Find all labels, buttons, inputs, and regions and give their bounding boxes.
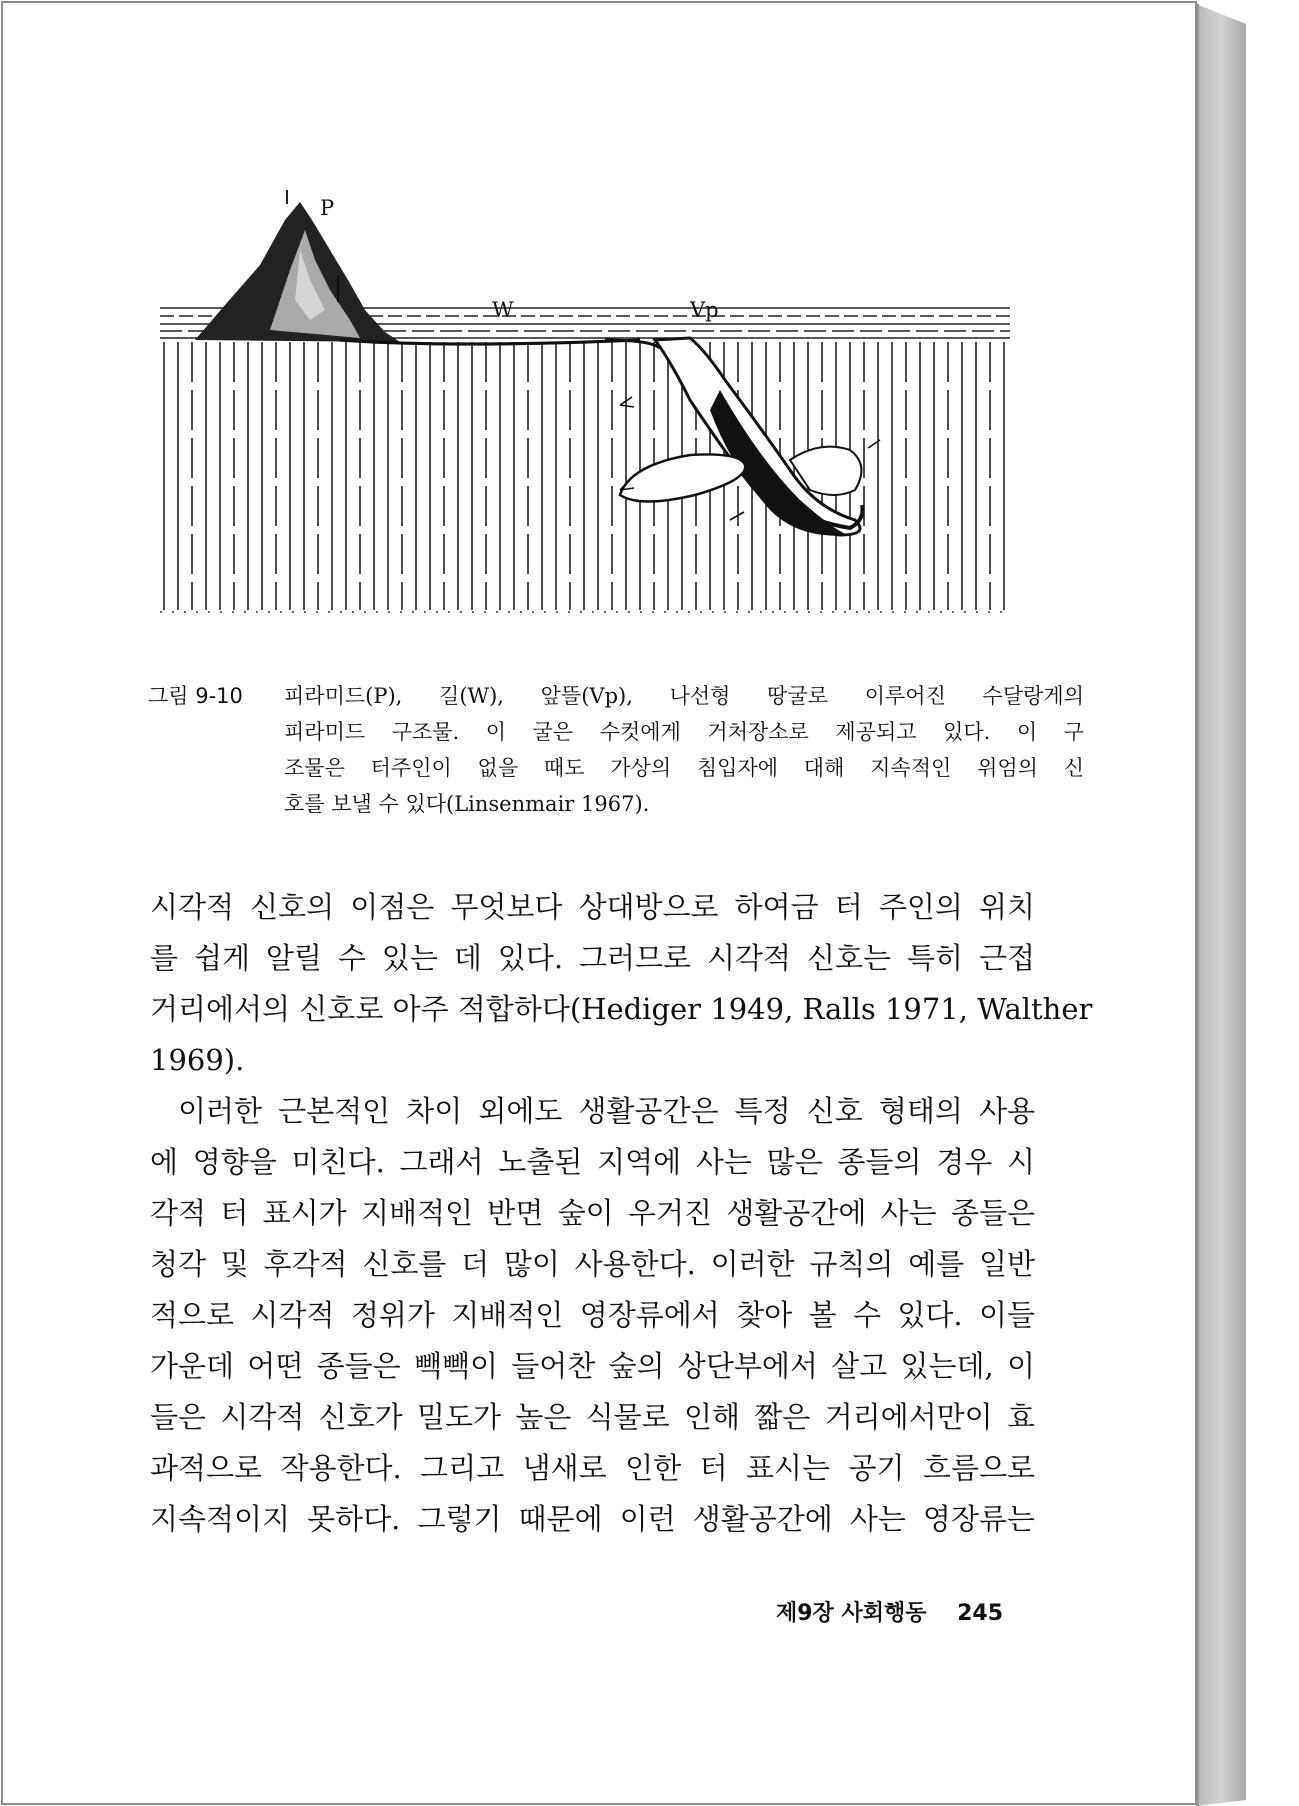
- paragraph-2-line: 들은 시각적 신호가 밀도가 높은 식물로 인해 짧은 거리에서만이 효: [150, 1400, 1035, 1434]
- figure-number: 그림 9-10: [148, 684, 243, 708]
- body-text: [150, 882, 1093, 1545]
- paragraph-2-line: 청각 및 후각적 신호를 더 많이 사용한다. 이러한 규칙의 예를 일반: [150, 1247, 1035, 1281]
- burrow-tunnel: [620, 338, 863, 536]
- caption-text: [284, 678, 1084, 822]
- paragraph-1-line: 1969).: [150, 1043, 245, 1077]
- paragraph-1-line: 시각적 신호의 이점은 무엇보다 상대방으로 하여금 터 주인의 위치: [150, 890, 1035, 924]
- caption-line: 피라미드(P), 길(W), 앞뜰(Vp), 나선형 땅굴로 이루어진 수달랑게의: [284, 684, 1084, 708]
- pyramid-shape: [195, 202, 400, 342]
- page-number: 245: [957, 1601, 1004, 1626]
- paragraph-1-line: 거리에서의 신호로 아주 적합하다(Hediger 1949, Ralls 1971, Walther: [150, 992, 1093, 1026]
- paragraph-2-line: 이러한 근본적인 차이 외에도 생활공간은 특정 신호 형태의 사용: [178, 1094, 1035, 1128]
- label-pyramid-p: P: [320, 196, 335, 220]
- label-path-w: W: [492, 298, 514, 322]
- paragraph-2-line: 과적으로 작용한다. 그리고 냄새로 인한 터 표시는 공기 흐름으로: [150, 1451, 1035, 1485]
- caption-line: 피라미드 구조물. 이 굴은 수컷에게 거처장소로 제공되고 있다. 이 구: [284, 720, 1084, 744]
- book-spine: [1196, 4, 1246, 1806]
- soil-hatching: [164, 342, 1004, 610]
- paragraph-2-line: 각적 터 표시가 지배적인 반면 숲이 우거진 생활공간에 사는 종들은: [150, 1196, 1035, 1230]
- paragraph-2-line: 지속적이지 못하다. 그렇기 때문에 이런 생활공간에 사는 영장류는: [150, 1502, 1035, 1536]
- figure-illustration: [150, 190, 1030, 650]
- paragraph-2-line: 에 영향을 미친다. 그래서 노출된 지역에 사는 많은 종들의 경우 시: [150, 1145, 1035, 1179]
- page-footer: [776, 1596, 1003, 1627]
- paragraph-2-line: 적으로 시각적 정위가 지배적인 영장류에서 찾아 볼 수 있다. 이들: [150, 1298, 1035, 1332]
- paragraph-2-line: 가운데 어떤 종들은 빽빽이 들어찬 숲의 상단부에서 살고 있는데, 이: [150, 1349, 1035, 1383]
- label-vestibule-vp: Vp: [690, 298, 719, 322]
- paragraph-1-line: 를 쉽게 알릴 수 있는 데 있다. 그러므로 시각적 신호는 특히 근접: [150, 941, 1035, 975]
- chapter-title: 제9장 사회행동: [776, 1601, 927, 1626]
- caption-line: 조물은 터주인이 없을 때도 가상의 침입자에 대해 지속적인 위엄의 신: [284, 756, 1084, 780]
- caption-line: 호를 보낼 수 있다(Linsenmair 1967).: [284, 792, 650, 816]
